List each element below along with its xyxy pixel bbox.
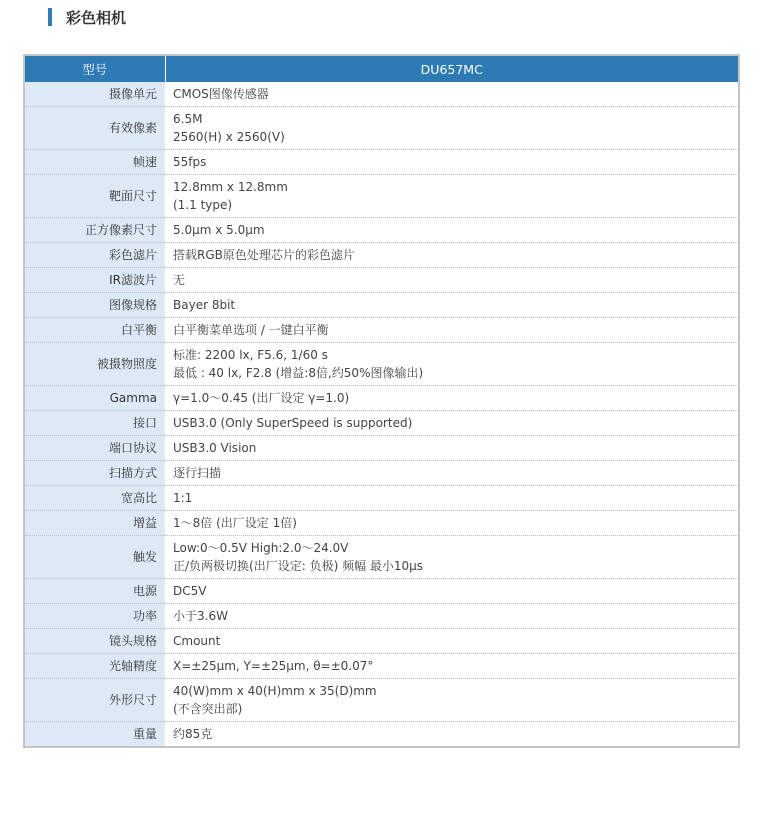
spec-label: 靶面尺寸 xyxy=(24,175,165,218)
spec-value xyxy=(165,579,739,604)
spec-value xyxy=(165,536,739,579)
header-model-cell: DU657MC xyxy=(165,55,739,82)
table-row xyxy=(24,318,739,343)
spec-value xyxy=(165,722,739,748)
spec-value xyxy=(165,175,739,218)
table-row xyxy=(24,436,739,461)
spec-value-line: X=±25μm, Y=±25μm, θ=±0.07° xyxy=(173,659,374,673)
table-row xyxy=(24,243,739,268)
spec-value-line: 最低 : 40 lx, F2.8 (增益:8倍,约50%图像输出) xyxy=(173,366,424,380)
spec-value-line: 1～8倍 (出厂设定 1倍) xyxy=(173,516,297,530)
spec-label: 有效像素 xyxy=(24,107,165,150)
spec-value-line: 无 xyxy=(173,273,186,287)
table-row xyxy=(24,511,739,536)
spec-label: 扫描方式 xyxy=(24,461,165,486)
spec-value-line: (不含突出部) xyxy=(173,702,243,716)
spec-label: 重量 xyxy=(24,722,165,748)
table-row xyxy=(24,629,739,654)
section-title: 彩色相机 xyxy=(66,8,127,27)
spec-table xyxy=(23,54,740,748)
spec-value xyxy=(165,604,739,629)
section-accent-bar xyxy=(48,8,52,26)
table-row xyxy=(24,604,739,629)
spec-value xyxy=(165,343,739,386)
spec-value-line: 12.8mm x 12.8mm xyxy=(173,180,288,194)
table-row xyxy=(24,654,739,679)
spec-value xyxy=(165,411,739,436)
spec-label: 彩色滤片 xyxy=(24,243,165,268)
spec-value-line: 标准: 2200 lx, F5.6, 1/60 s xyxy=(173,348,328,362)
spec-value xyxy=(165,629,739,654)
table-row xyxy=(24,536,739,579)
spec-value xyxy=(165,82,739,107)
table-header-row xyxy=(24,55,739,82)
spec-label: 宽高比 xyxy=(24,486,165,511)
spec-value-line: 1:1 xyxy=(173,491,193,505)
spec-value xyxy=(165,679,739,722)
table-row xyxy=(24,107,739,150)
spec-value-line: γ=1.0～0.45 (出厂设定 γ=1.0) xyxy=(173,391,350,405)
spec-label: 帧速 xyxy=(24,150,165,175)
spec-value-line: 2560(H) x 2560(V) xyxy=(173,130,285,144)
spec-value xyxy=(165,107,739,150)
spec-value xyxy=(165,654,739,679)
spec-value-line: (1.1 type) xyxy=(173,198,233,212)
table-row xyxy=(24,679,739,722)
table-row xyxy=(24,386,739,411)
spec-label: 白平衡 xyxy=(24,318,165,343)
spec-label: 接口 xyxy=(24,411,165,436)
spec-value xyxy=(165,218,739,243)
spec-label: IR滤波片 xyxy=(24,268,165,293)
spec-value-line: 约85克 xyxy=(173,727,213,741)
spec-value xyxy=(165,268,739,293)
spec-label: 端口协议 xyxy=(24,436,165,461)
table-row xyxy=(24,486,739,511)
spec-label: 光轴精度 xyxy=(24,654,165,679)
spec-label: 被摄物照度 xyxy=(24,343,165,386)
header-label-cell: 型号 xyxy=(24,55,165,82)
spec-label: Gamma xyxy=(24,386,165,411)
spec-value-line: 正/负两极切换(出厂设定: 负极) 频幅 最小10μs xyxy=(173,559,424,573)
spec-value-line: DC5V xyxy=(173,584,207,598)
spec-table-body xyxy=(24,82,739,747)
spec-value-line: Cmount xyxy=(173,634,221,648)
table-row xyxy=(24,343,739,386)
spec-label: 正方像素尺寸 xyxy=(24,218,165,243)
table-row xyxy=(24,268,739,293)
spec-label: 增益 xyxy=(24,511,165,536)
spec-value-line: Low:0～0.5V High:2.0～24.0V xyxy=(173,541,349,555)
spec-value xyxy=(165,436,739,461)
spec-value-line: 5.0μm x 5.0μm xyxy=(173,223,265,237)
spec-value-line: Bayer 8bit xyxy=(173,298,236,312)
table-row xyxy=(24,411,739,436)
spec-value xyxy=(165,461,739,486)
spec-label: 镜头规格 xyxy=(24,629,165,654)
spec-label: 摄像单元 xyxy=(24,82,165,107)
table-row xyxy=(24,293,739,318)
table-row xyxy=(24,218,739,243)
spec-value xyxy=(165,318,739,343)
spec-value-line: 6.5M xyxy=(173,112,203,126)
spec-value xyxy=(165,243,739,268)
table-row xyxy=(24,82,739,107)
spec-label: 电源 xyxy=(24,579,165,604)
spec-value xyxy=(165,293,739,318)
spec-value-line: 白平衡菜单选项 / 一键白平衡 xyxy=(173,323,329,337)
spec-label: 触发 xyxy=(24,536,165,579)
spec-value xyxy=(165,486,739,511)
spec-label: 外形尺寸 xyxy=(24,679,165,722)
spec-value-line: CMOS图像传感器 xyxy=(173,87,269,101)
spec-value xyxy=(165,511,739,536)
spec-value-line: 逐行扫描 xyxy=(173,466,222,480)
table-row xyxy=(24,175,739,218)
section-header xyxy=(48,6,126,28)
table-row xyxy=(24,150,739,175)
spec-label: 图像规格 xyxy=(24,293,165,318)
spec-value xyxy=(165,150,739,175)
table-row xyxy=(24,722,739,748)
spec-value xyxy=(165,386,739,411)
table-row xyxy=(24,579,739,604)
spec-value-line: USB3.0 Vision xyxy=(173,441,257,455)
spec-label: 功率 xyxy=(24,604,165,629)
spec-value-line: USB3.0 (Only SuperSpeed is supported) xyxy=(173,416,413,430)
spec-value-line: 搭载RGB原色处理芯片的彩色滤片 xyxy=(173,248,355,262)
spec-value-line: 55fps xyxy=(173,155,207,169)
spec-value-line: 40(W)mm x 40(H)mm x 35(D)mm xyxy=(173,684,377,698)
table-row xyxy=(24,461,739,486)
spec-value-line: 小于3.6W xyxy=(173,609,228,623)
